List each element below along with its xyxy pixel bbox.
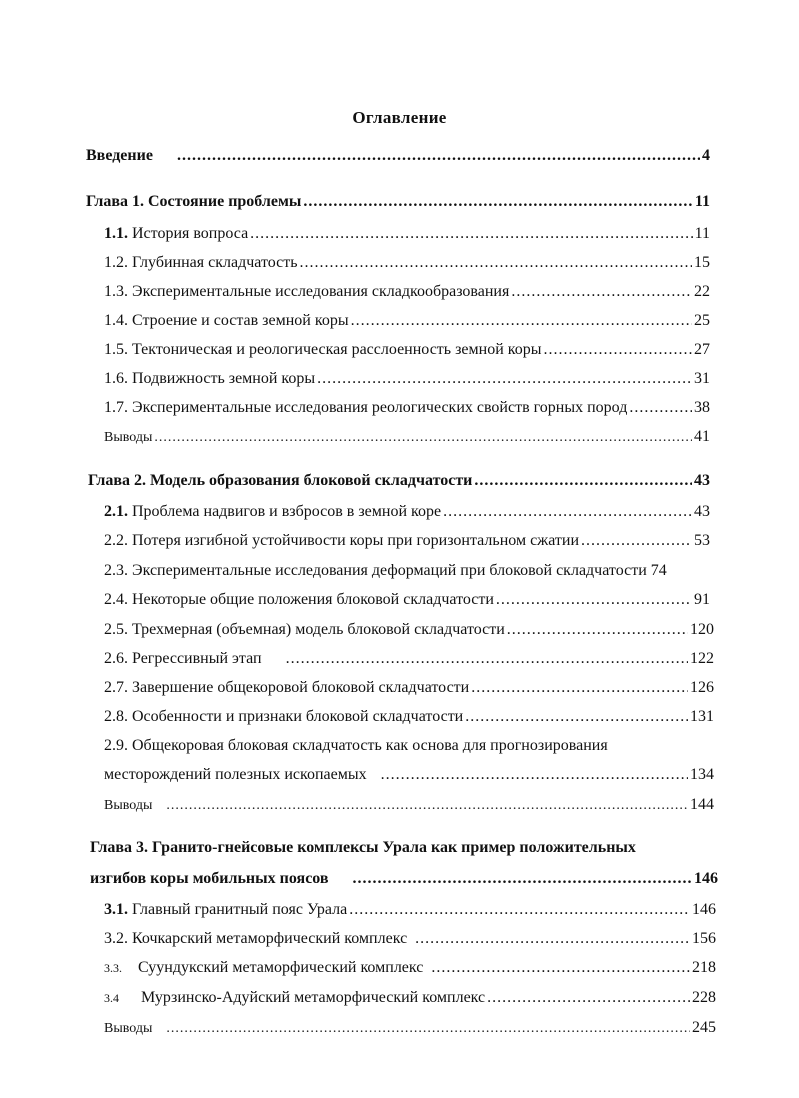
toc-page: 31 <box>694 370 710 387</box>
toc-text: Строение и состав земной коры <box>132 312 349 329</box>
toc-leader <box>250 224 692 244</box>
toc-num: 1.4. <box>104 312 128 329</box>
toc-leader <box>166 796 688 816</box>
toc-leader <box>443 502 692 522</box>
toc-chapter-3-line1 <box>90 838 720 858</box>
toc-item-1-7 <box>104 398 710 418</box>
toc-chapter-1 <box>86 192 710 212</box>
toc-leader <box>581 531 692 551</box>
toc-num: 2.8. <box>104 708 128 725</box>
toc-text: Глава 3. Гранито-гнейсовые комплексы Урала как пример положительных <box>90 839 636 856</box>
toc-leader <box>349 900 690 920</box>
toc-page: 25 <box>694 312 710 329</box>
toc-leader <box>496 590 692 610</box>
page-title: Оглавление <box>352 108 447 127</box>
toc-text: Глубинная складчатость <box>132 254 298 271</box>
toc-page: 91 <box>694 591 710 608</box>
toc-leader <box>431 958 690 978</box>
toc-item-1-2 <box>104 253 710 273</box>
toc-text: История вопроса <box>132 225 249 242</box>
toc-item-2-7 <box>104 678 714 698</box>
toc-text: месторождений полезных ископаемых <box>104 766 367 783</box>
toc-conclusions-2 <box>104 795 714 815</box>
toc-text: Общекоровая блоковая складчатость как основа для прогнозирования <box>132 737 608 754</box>
toc-page: 134 <box>690 766 714 783</box>
toc-num: 1.7. <box>104 399 128 416</box>
toc-num: 2.5. <box>104 621 128 638</box>
toc-page: 228 <box>692 989 716 1006</box>
toc-text: Регрессивный этап <box>132 650 262 667</box>
toc-num: 1.2. <box>104 254 128 271</box>
toc-num: 2.3. <box>104 562 128 579</box>
toc-text: Завершение общекоровой блоковой складчатости <box>132 679 470 696</box>
toc-page: 146 <box>694 870 718 887</box>
toc-page: 122 <box>690 650 714 667</box>
toc-num: 3.2. <box>104 930 128 947</box>
toc-num: 1.6. <box>104 370 128 387</box>
toc-text: Некоторые общие положения блоковой складчатости <box>132 591 494 608</box>
toc-text: Особенности и признаки блоковой складчатости <box>132 708 464 725</box>
toc-leader <box>543 340 692 360</box>
toc-leader <box>629 398 692 418</box>
toc-num: 2.9. <box>104 737 128 754</box>
toc-text: Глава 1. Состояние проблемы <box>86 193 302 210</box>
toc-leader <box>303 192 693 212</box>
toc-text: Выводы <box>104 798 153 813</box>
toc-item-2-9-cont <box>104 765 714 785</box>
toc-item-1-3 <box>104 282 710 302</box>
toc-item-3-2 <box>104 929 716 949</box>
toc-page: 144 <box>690 796 714 813</box>
toc-item-2-4 <box>104 590 710 610</box>
toc-item-2-1 <box>104 502 710 522</box>
toc-item-2-8 <box>104 707 714 727</box>
toc-text: Выводы <box>104 1021 153 1036</box>
toc-num: 3.1. <box>104 901 128 918</box>
toc-item-2-9 <box>104 736 714 756</box>
toc-page: 43 <box>694 503 710 520</box>
toc-page: 146 <box>692 901 716 918</box>
toc-page: 41 <box>694 428 710 445</box>
toc-num: 1.3. <box>104 283 128 300</box>
toc-page: 11 <box>694 225 710 242</box>
toc-text: Выводы <box>104 430 153 445</box>
toc-leader <box>381 765 688 785</box>
toc-text: Трехмерная (объемная) модель блоковой складчатости <box>132 621 505 638</box>
toc-leader <box>166 1019 690 1039</box>
toc-leader <box>465 707 688 727</box>
toc-leader <box>474 471 692 491</box>
toc-item-2-6 <box>104 649 714 669</box>
toc-text: Экспериментальные исследования реологических свойств горных пород <box>132 399 628 416</box>
toc-leader <box>487 988 690 1008</box>
toc-leader <box>317 369 692 389</box>
toc-text: Тектоническая и реологическая расслоенность земной коры <box>132 341 542 358</box>
toc-text: Глава 2. Модель образования блоковой складчатости <box>88 472 473 489</box>
toc-page: 15 <box>694 254 710 271</box>
toc-num: 1.5. <box>104 341 128 358</box>
toc-leader <box>415 929 690 949</box>
toc-item-1-4 <box>104 311 710 331</box>
toc-intro <box>86 146 710 166</box>
toc-text: Подвижность земной коры <box>132 370 316 387</box>
toc-conclusions-3 <box>104 1018 716 1038</box>
toc-item-3-1 <box>104 900 716 920</box>
toc-num: 3.3. <box>104 961 122 975</box>
toc-page: 4 <box>702 147 710 164</box>
toc-text: Суундукский метаморфический комплекс <box>138 959 424 976</box>
toc-page: 11 <box>694 193 710 210</box>
toc-text: Проблема надвигов и взбросов в земной коре <box>132 503 442 520</box>
toc-leader <box>286 649 688 669</box>
toc-num: 2.4. <box>104 591 128 608</box>
toc-page: 22 <box>694 283 710 300</box>
toc-page: 218 <box>692 959 716 976</box>
toc-text: Экспериментальные исследования деформаций при блоковой складчатости <box>132 562 647 579</box>
toc-page: 27 <box>694 341 710 358</box>
toc-page: 74 <box>650 562 667 579</box>
toc-item-2-2 <box>104 531 710 551</box>
toc-chapter-3-line2 <box>90 869 718 889</box>
toc-num: 1.1. <box>104 225 128 242</box>
toc-page: 43 <box>694 472 710 489</box>
toc-page: 126 <box>690 679 714 696</box>
toc-conclusions-1 <box>104 427 710 447</box>
toc-num: 2.2. <box>104 532 128 549</box>
toc-leader <box>300 253 692 273</box>
toc-text: Кочкарский метаморфический комплекс <box>132 930 408 947</box>
toc-leader <box>507 620 688 640</box>
toc-page: 245 <box>692 1019 716 1036</box>
toc-text: изгибов коры мобильных поясов <box>90 870 329 887</box>
toc-text: Мурзинско-Адуйский метаморфический комплекс <box>141 989 486 1006</box>
toc-item-1-6 <box>104 369 710 389</box>
toc-leader <box>353 869 692 889</box>
toc-leader <box>511 282 692 302</box>
toc-leader <box>177 146 700 166</box>
toc-text: Экспериментальные исследования складкообразования <box>132 283 510 300</box>
toc-text: Потеря изгибной устойчивости коры при горизонтальном сжатии <box>132 532 580 549</box>
toc-leader <box>351 311 692 331</box>
toc-text: Главный гранитный пояс Урала <box>132 901 348 918</box>
toc-chapter-2 <box>88 471 710 491</box>
toc-item-3-3 <box>104 958 716 978</box>
toc-item-3-4 <box>104 988 716 1008</box>
toc-num: 3.4 <box>104 991 119 1005</box>
toc-num: 2.6. <box>104 650 128 667</box>
toc-page: 38 <box>694 399 710 416</box>
toc-page: 131 <box>690 708 714 725</box>
toc-leader <box>154 428 692 448</box>
toc-item-2-5 <box>104 620 714 640</box>
toc-item-1-5 <box>104 340 710 360</box>
toc-page: 120 <box>690 621 714 638</box>
toc-page: 53 <box>694 532 710 549</box>
toc-leader <box>471 678 688 698</box>
toc-num: 2.1. <box>104 503 128 520</box>
toc-text: Введение <box>86 147 153 164</box>
toc-page: 156 <box>692 930 716 947</box>
toc-item-1-1 <box>104 224 710 244</box>
toc-num: 2.7. <box>104 679 128 696</box>
toc-item-2-3 <box>104 561 722 581</box>
